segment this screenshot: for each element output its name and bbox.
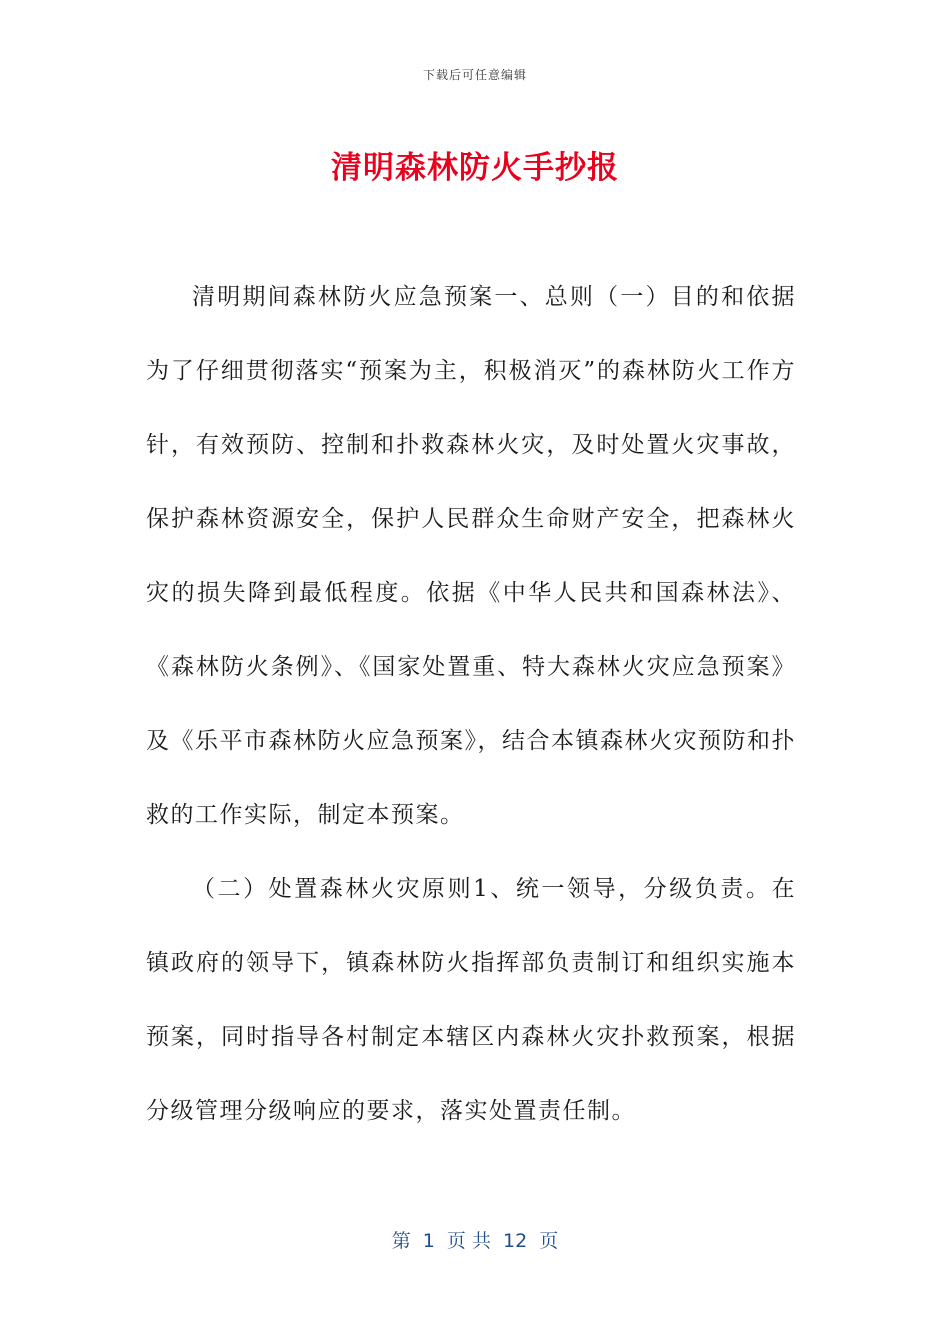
body-paragraph: 清明期间森林防火应急预案一、总则（一）目的和依据为了仔细贯彻落实“预案为主，积极消灭”的森林防火工作方针，有效预防、控制和扑救森林火灾，及时处置火灾事故，保护森林资源安全，保护人民群众生命财产安全，把森林火灾的损失降到最低程度。依据《中华人民共和国森林法》、《森林防火条例》、《国家处置重、特大森林火灾应急预案》及《乐平市森林防火应急预案》，结合本镇森林火灾预防和扑救的工作实际，制定本预案。 xyxy=(146,284,796,828)
header-note: 下载后可任意编辑 xyxy=(422,68,527,82)
page-number-footer: 第 1 页 共 12 页 xyxy=(391,1230,559,1252)
body-paragraph: （二）处置森林火灾原则1、统一领导，分级负责。在镇政府的领导下，镇森林防火指挥部负责制订和组织实施本预案，同时指导各村制定本辖区内森林火灾扑救预案，根据分级管理分级响应的要求，落实处置责任制。 xyxy=(146,876,796,1124)
document-title: 清明森林防火手抄报 xyxy=(331,150,619,186)
